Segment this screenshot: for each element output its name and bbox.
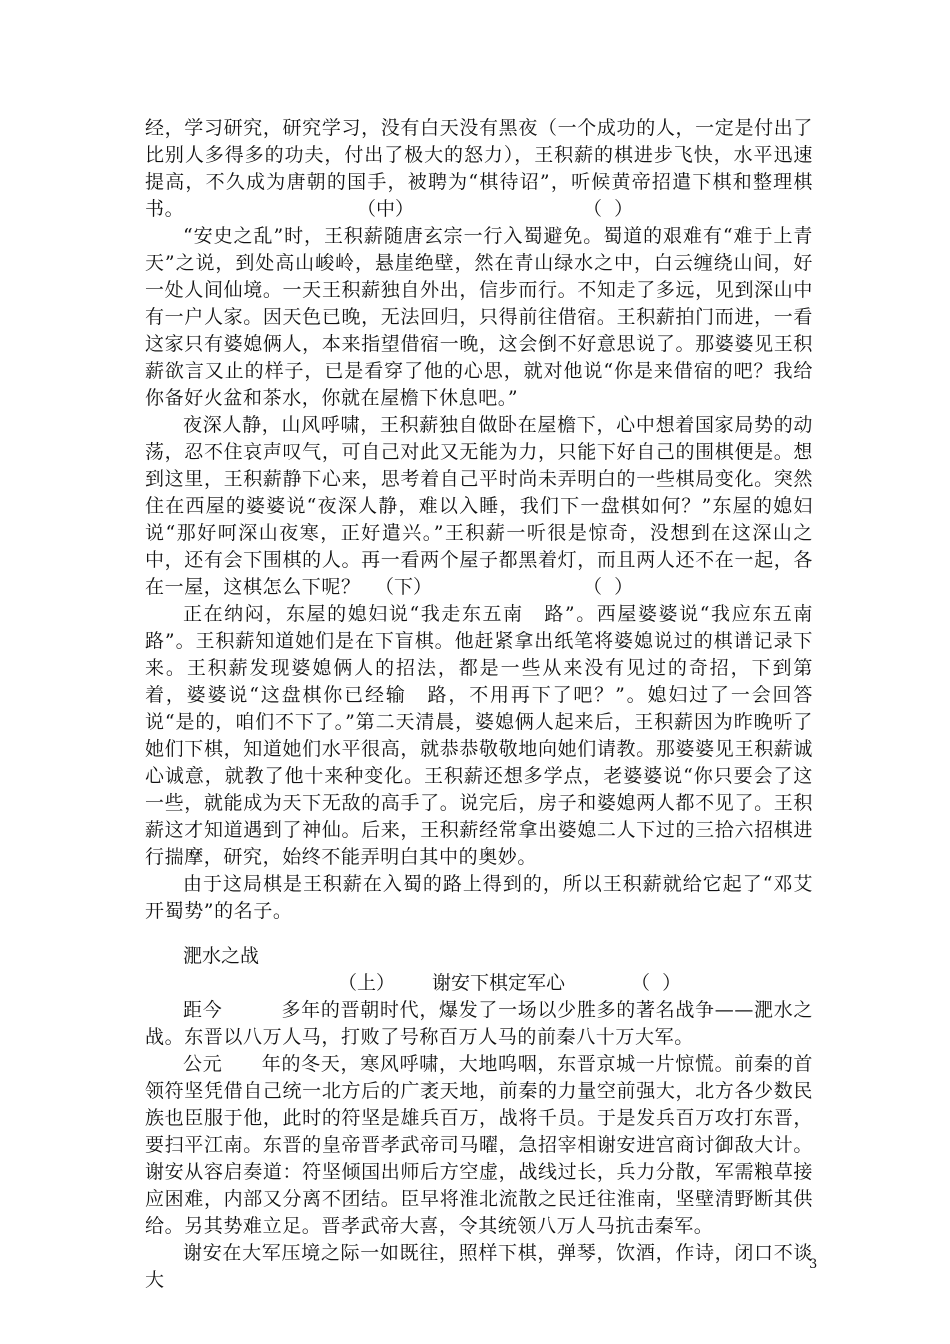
lower-section-body [145, 601, 853, 925]
section-heading-lower: （下） [375, 576, 433, 598]
answer-blank: （ ） [631, 972, 682, 994]
paragraph: “安史之乱”时，王积薪随唐玄宗一行入蜀避免。蜀道的艰难有“难于上青天”之说，到处高山峻岭，悬崖绝壁，然在青山绿水之中，白云缠绕山间，好一处人间仙境。一天王积薪独自外出，信步而行。不知走了多远，见到深山中有一户人家。因天色已晚，无法回归，只得前往借宿。王积薪拍门而进，一看这家只有婆媳俩人，本来指望借宿一晚，这会倒不好意思说了。那婆婆见王积薪欲言又止的样子，已是看穿了他的心思，就对他说“你是来借宿的吧？我给你备好火盆和茶水，你就在屋檐下休息吧。” [145, 225, 813, 409]
feishui-body [145, 997, 813, 1294]
paragraph: 谢安在大军压境之际一如既往，照样下棋，弹琴，饮酒，作诗，闭口不谈大 [145, 1242, 813, 1291]
paragraph: 夜深人静，山风呼啸，王积薪独自做卧在屋檐下，心中想着国家局势的动荡，忍不住哀声叹气，可自己对此又无能为力，只能下好自己的围棋便是。想到这里，王积薪静下心来，思考着自己平时尚未弄明白的一些棋局变化。突然住在西屋的婆婆说“夜深人静，难以入睡，我们下一盘棋如何？”东屋的媳妇说“那好呵深山夜寒，正好遣兴。”王积薪一听很是惊奇，没想到在这深山之中，还有会下围棋的人。再一看两个屋子都黑着灯，而且两人还不在一起，各在一屋，这棋怎么下呢？ [145, 414, 813, 598]
paragraph: 正在纳闷，东屋的媳妇说“我走东五南 路”。西屋婆婆说“我应东五南 路”。王积薪知道她们是在下盲棋。他赶紧拿出纸笔将婆媳说过的棋谱记录下来。王积薪发现婆媳俩人的招法，都是一些从来没有见过的奇招，下到第 着，婆婆说“这盘棋你已经输 路，不用再下了吧？”。媳妇过了一会回答说“是的，咱们不下了。”第二天清晨，婆媳俩人起来后，王积薪因为昨晚听了她们下棋，知道她们水平很高，就恭恭敬敬地向她们请教。那婆婆见王积薪诚心诚意，就教了他十来种变化。王积薪还想多学点，老婆婆说“你只要会了这一些，就能成为天下无敌的高手了。说完后，房子和婆媳两人都不见了。王积薪这才知道遇到了神仙。后来，王积薪经常拿出婆媳二人下过的三拾六招棋进行揣摩，研究，始终不能弄明白其中的奥妙。 [145, 603, 853, 868]
paragraph: 经，学习研究，研究学习，没有白天没有黑夜（一个成功的人，一定是付出了比别人多得多的功夫，付出了极大的怒力），王积薪的棋进步飞快，水平迅速提高，不久成为唐朝的国手，被聘为“棋待诏”，听候黄帝招遣下棋和整理棋书。 [145, 117, 813, 220]
page-number: 3 [809, 1257, 818, 1272]
answer-blank: （ ） [583, 198, 634, 220]
section-heading-upper: （上） [338, 972, 396, 994]
story-title: 淝水之战 [183, 945, 260, 967]
section-heading-middle: （中） [357, 198, 415, 220]
answer-blank: （ ） [583, 576, 634, 598]
paragraph: 由于这局棋是王积薪在入蜀的路上得到的，所以王积薪就给它起了“邓艾开蜀势”的名子。 [145, 873, 813, 922]
paragraph: 距今 多年的晋朝时代，爆发了一场以少胜多的著名战争——淝水之战。东晋以八万人马，打败了号称百万人马的前秦八十万大军。 [145, 999, 813, 1048]
paragraph: 公元 年的冬天，寒风呼啸，大地呜咽，东晋京城一片惊慌。前秦的首领符坚凭借自己统一北方后的广袤天地，前秦的力量空前强大，北方各少数民族也臣服于他，此时的符坚是雄兵百万，战将千员。于是发兵百万攻打东晋，要扫平江南。东晋的皇帝晋孝武帝司马曜，急招宰相谢安进宫商讨御敌大计。谢安从容启奏道：符坚倾国出师后方空虚，战线过长，兵力分散，军需粮草接应困难，内部又分离不团结。臣早将淮北流散之民迁往淮南，坚壁清野断其供给。另其势难立足。晋孝武帝大喜，令其统领八万人马抗击秦军。 [145, 1053, 813, 1237]
section-subtitle: 谢安下棋定军心 [432, 972, 566, 994]
middle-section-body [145, 223, 813, 601]
previous-story-ending [145, 115, 813, 223]
